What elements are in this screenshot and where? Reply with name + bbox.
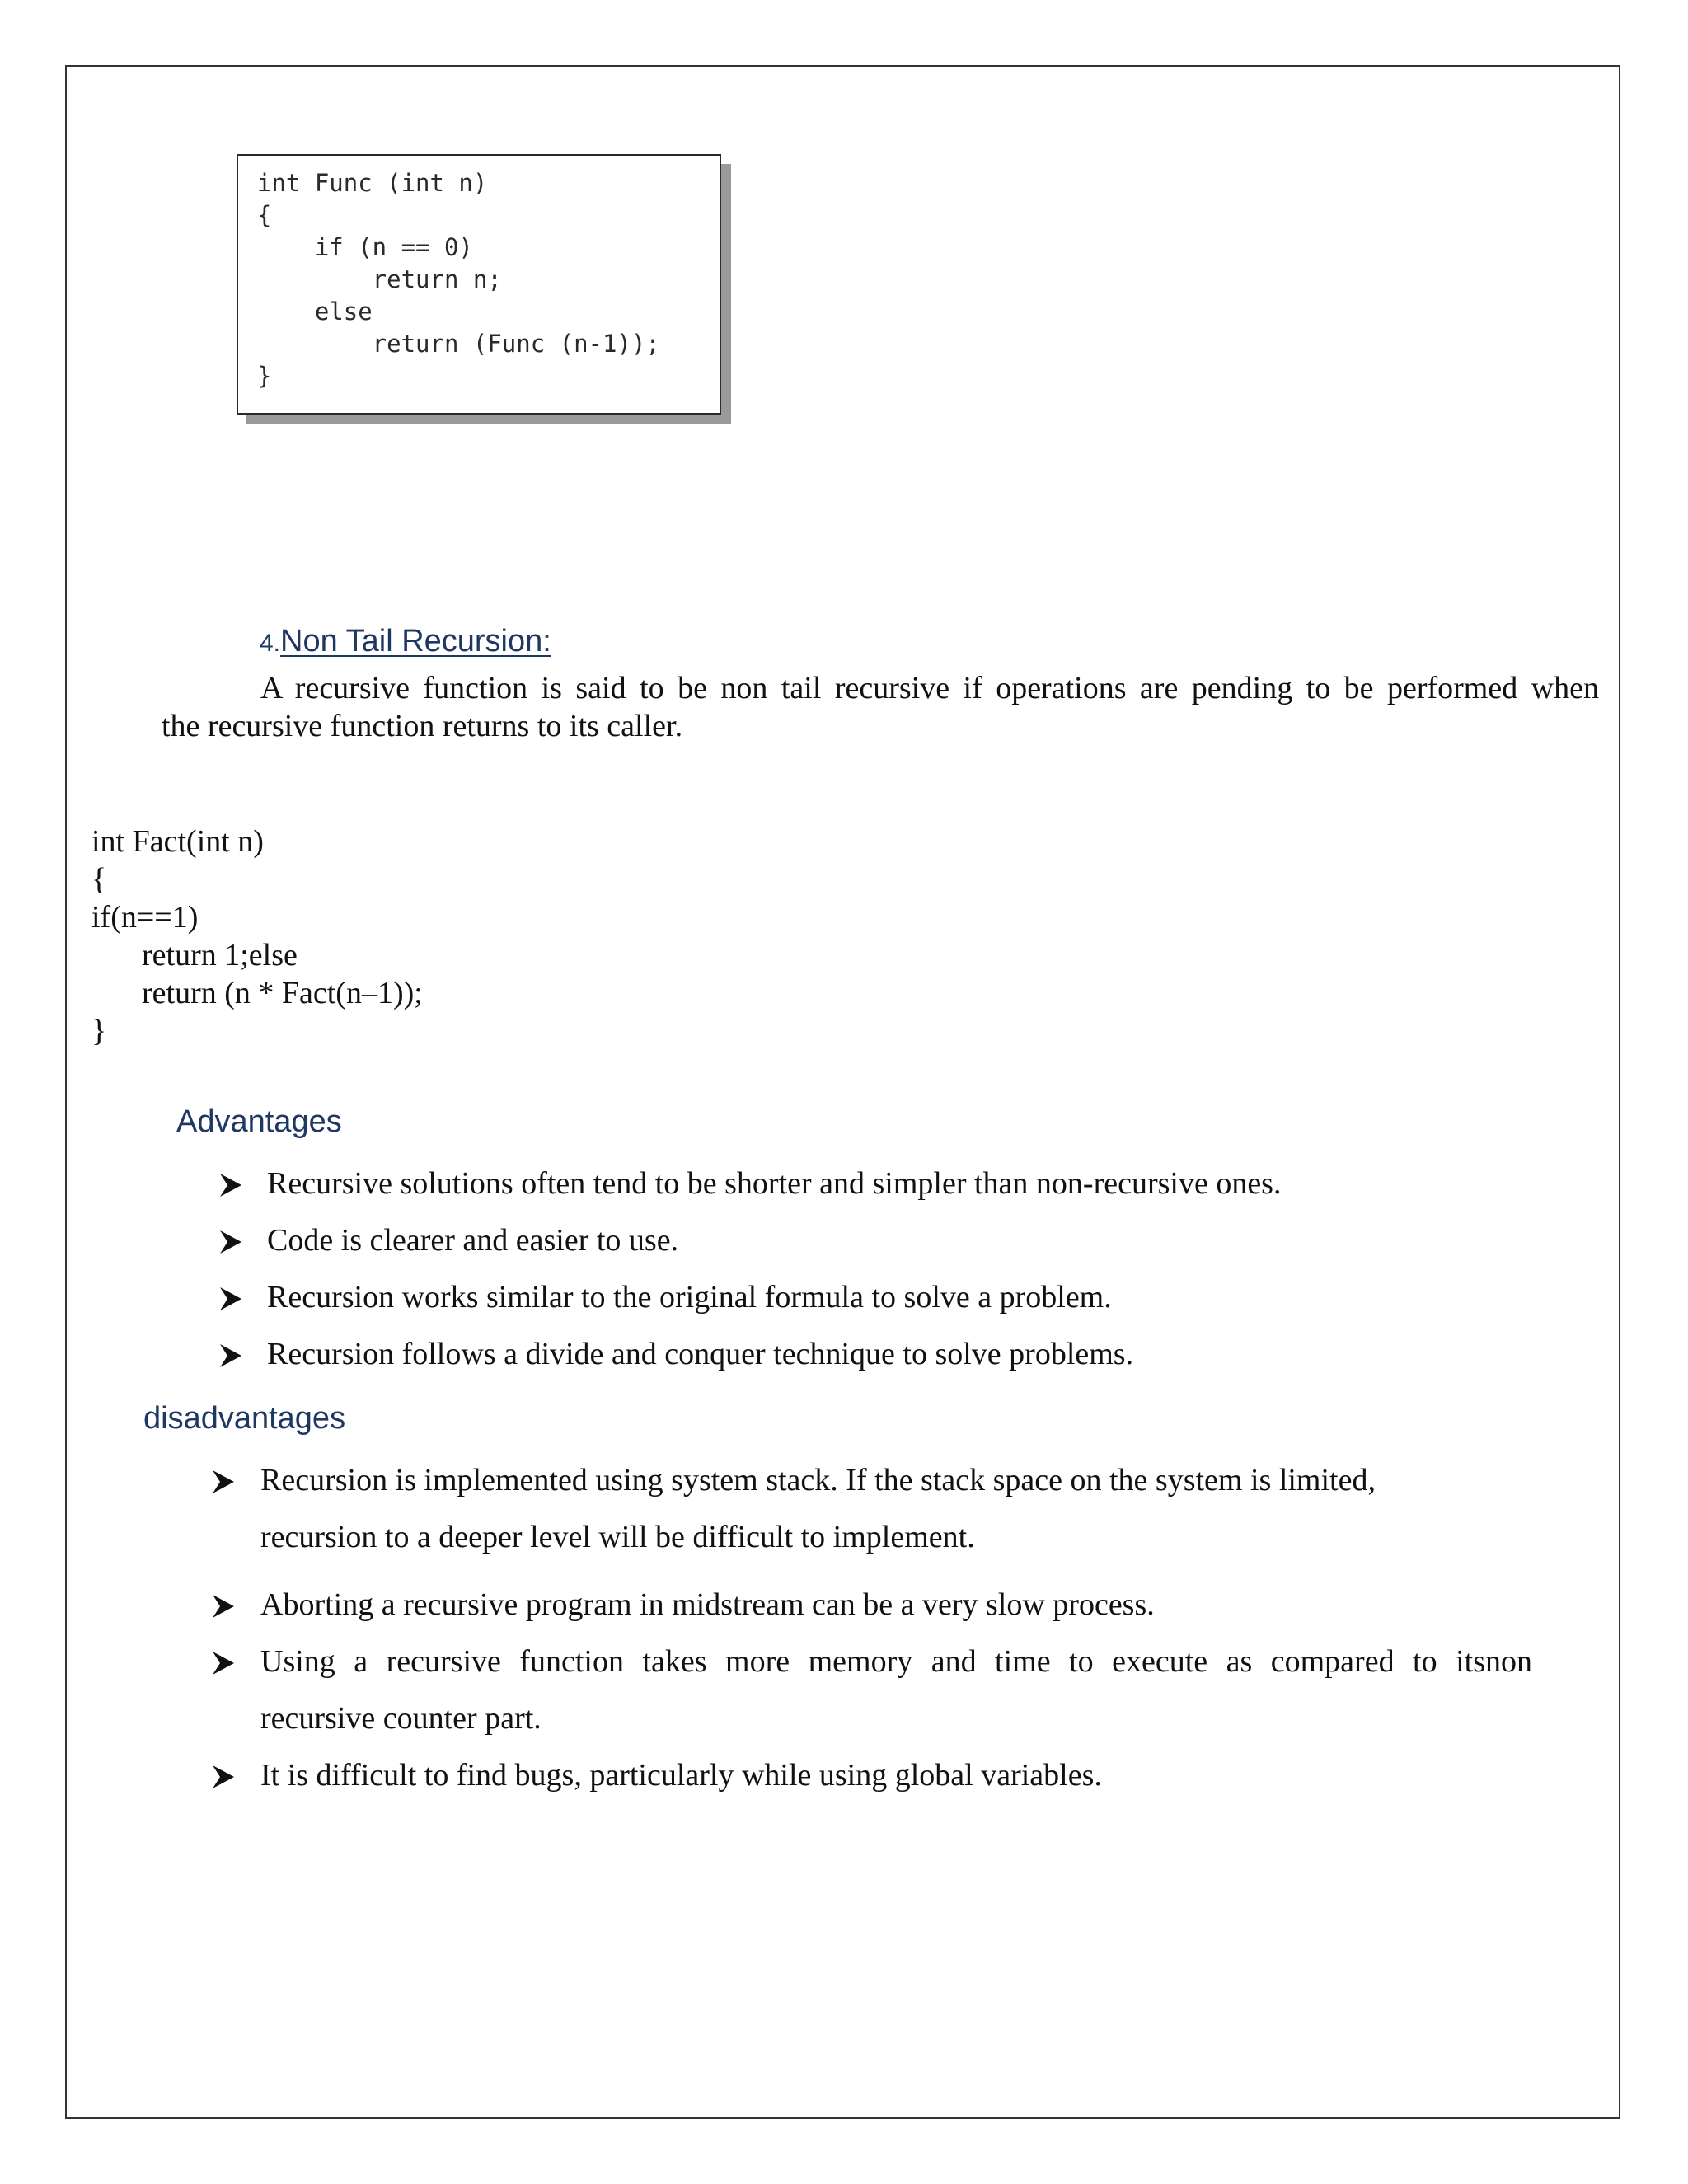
code-figure	[237, 154, 721, 415]
advantages-heading: Advantages	[176, 1104, 342, 1139]
section-heading-non-tail-recursion	[260, 624, 551, 659]
code-line: return n;	[257, 265, 502, 293]
fact-code-line: if(n==1)	[91, 900, 199, 935]
fact-code-line: return 1;else	[142, 938, 298, 972]
arrowhead-bullet-icon	[213, 1595, 234, 1618]
disadvantages-item-1-line-2: recursion to a deeper level will be difficult to implement.	[260, 1520, 975, 1554]
arrowhead-bullet-icon	[213, 1470, 234, 1493]
paragraph-line-2: the recursive function returns to its caller.	[162, 709, 683, 743]
disadvantages-item-3-line-1: Using a recursive function takes more memory and time to execute as compared to itsnon	[260, 1644, 1532, 1679]
code-line: if (n == 0)	[257, 233, 473, 261]
disadvantages-item-4: It is difficult to find bugs, particularly while using global variables.	[260, 1758, 1102, 1793]
advantages-item: Recursion works similar to the original formula to solve a problem.	[267, 1280, 1112, 1315]
disadvantages-heading: disadvantages	[143, 1401, 346, 1436]
arrowhead-bullet-icon	[213, 1765, 234, 1788]
fact-code-line: }	[91, 1014, 107, 1048]
fact-code-line: return (n * Fact(n–1));	[142, 976, 423, 1010]
advantages-item: Recursion follows a divide and conquer technique to solve problems.	[267, 1337, 1134, 1371]
paragraph-line-1: A recursive function is said to be non tail recursive if operations are pending to be performed when	[260, 671, 1599, 705]
disadvantages-item-3-line-2: recursive counter part.	[260, 1701, 542, 1736]
arrowhead-bullet-icon	[220, 1230, 241, 1254]
code-line: {	[257, 201, 272, 229]
code-line: }	[257, 362, 272, 390]
code-line: return (Func (n-1));	[257, 330, 660, 358]
advantages-item: Recursive solutions often tend to be shorter and simpler than non-recursive ones.	[267, 1166, 1282, 1201]
code-line: else	[257, 298, 373, 326]
arrowhead-bullet-icon	[220, 1287, 241, 1310]
disadvantages-item-2: Aborting a recursive program in midstream can be a very slow process.	[260, 1587, 1155, 1622]
fact-code-line: {	[91, 862, 107, 897]
fact-code-line: int Fact(int n)	[91, 824, 264, 859]
arrowhead-bullet-icon	[220, 1344, 241, 1367]
arrowhead-bullet-icon	[220, 1174, 241, 1197]
heading-title: Non Tail Recursion:	[280, 624, 551, 658]
disadvantages-item-1-line-1: Recursion is implemented using system stack. If the stack space on the system is limited,	[260, 1463, 1376, 1497]
heading-number: 4.	[260, 630, 281, 657]
arrowhead-bullet-icon	[213, 1652, 234, 1675]
advantages-item: Code is clearer and easier to use.	[267, 1223, 679, 1258]
code-line: int Func (int n)	[257, 169, 488, 197]
